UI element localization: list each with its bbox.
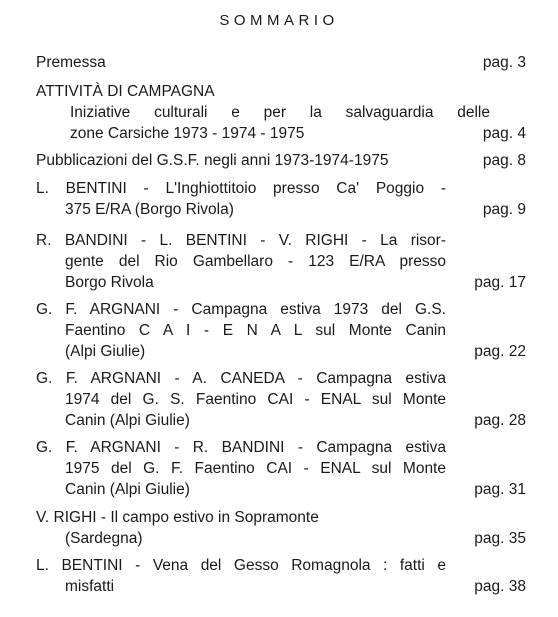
toc-entry-text: gente del Rio Gambellaro - 123 E/RA presso [65,253,446,270]
toc-entry-text: Premessa [36,54,106,71]
page-title: SOMMARIO [219,12,339,29]
toc-entry-line [36,576,526,597]
toc-entry-line [36,341,526,362]
toc-entry-line [36,272,526,293]
toc-entry-text: R. BANDINI - L. BENTINI - V. RIGHI - La risor- [36,232,446,249]
toc-entry-text: L. BENTINI - L'Inghiottitoio presso Ca' Poggio - [36,180,446,197]
toc-entry-text: Iniziative culturali e per la salvaguardia delle [70,104,490,121]
toc-entry-text: ATTIVITÀ DI CAMPAGNA [36,83,215,100]
toc-entry-line [36,320,526,341]
toc-page-ref: pag. 22 [474,343,526,360]
toc-page-ref: pag. 17 [474,274,526,291]
toc-entry-line [36,230,526,251]
toc-entry-line [36,507,526,528]
toc-page-ref: pag. 35 [474,530,526,547]
toc-entry-line [36,81,526,102]
toc-entry-text: L. BENTINI - Vena del Gesso Romagnola : fatti e [36,557,446,574]
toc-entry-text: zone Carsiche 1973 - 1974 - 1975 [70,125,305,142]
toc-entry-line [36,299,526,320]
toc-entry-text: G. F. ARGNANI - Campagna estiva 1973 del G.S. [36,301,446,318]
toc-entry-text: Canin (Alpi Giulie) [65,412,190,429]
toc-entry-line [36,555,526,576]
toc-entry-line [36,410,526,431]
toc-entry-text: misfatti [65,578,115,595]
toc-entry-text: Faentino C A I - E N A L sul Monte Canin [65,322,446,339]
toc-entry-text: (Alpi Giulie) [65,343,146,360]
toc-entry-text: Borgo Rivola [65,274,154,291]
toc-entry-line [36,458,526,479]
toc-entry-premessa [36,52,526,73]
toc-entry-risorgente [36,230,526,293]
toc-entry-text: Pubblicazioni del G.S.F. negli anni 1973-1974-1975 [36,152,389,169]
toc-entry-attivita-campagna [36,81,526,144]
toc-entry-text: 1974 del G. S. Faentino CAI - ENAL sul Monte [65,391,446,408]
toc-entry-line [36,437,526,458]
toc-entry-argnani-1973 [36,299,526,362]
toc-entry-line [36,528,526,549]
toc-entry-argnani-1975 [36,437,526,500]
toc-entry-text: (Sardegna) [65,530,143,547]
toc-entry-line [36,199,526,220]
toc-entry-line [36,389,526,410]
toc-page-ref: pag. 31 [474,481,526,498]
toc-entry-sopramonte [36,507,526,549]
toc-entry-text: Canin (Alpi Giulie) [65,481,190,498]
toc-page-ref: pag. 4 [482,125,526,142]
toc-entry-text: 375 E/RA (Borgo Rivola) [65,201,234,218]
toc-entry-text: 1975 del G. F. Faentino CAI - ENAL sul Monte [65,460,446,477]
toc-entry-vena-del-gesso [36,555,526,597]
toc-page-ref: pag. 9 [482,201,526,218]
toc-entry-line [36,150,526,171]
toc-entry-text: G. F. ARGNANI - R. BANDINI - Campagna estiva [36,439,446,456]
toc-entry-text: G. F. ARGNANI - A. CANEDA - Campagna estiva [36,370,446,387]
toc-page-ref: pag. 8 [482,152,526,169]
toc-page-ref: pag. 38 [474,578,526,595]
toc-entry-line [36,479,526,500]
toc-entry-line [36,251,526,272]
toc-entry-line [36,123,526,144]
toc-entry-line [36,178,526,199]
toc-entry-text: V. RIGHI - Il campo estivo in Sopramonte [36,509,319,526]
toc-page-ref: pag. 28 [474,412,526,429]
toc-entry-pubblicazioni [36,150,526,171]
toc-entry-line [36,52,526,73]
toc-entry-inghiottitoio [36,178,526,220]
toc-page-ref: pag. 3 [482,54,526,71]
toc-entry-line [36,368,526,389]
toc-entry-argnani-1974 [36,368,526,431]
toc-entry-line [36,102,526,123]
